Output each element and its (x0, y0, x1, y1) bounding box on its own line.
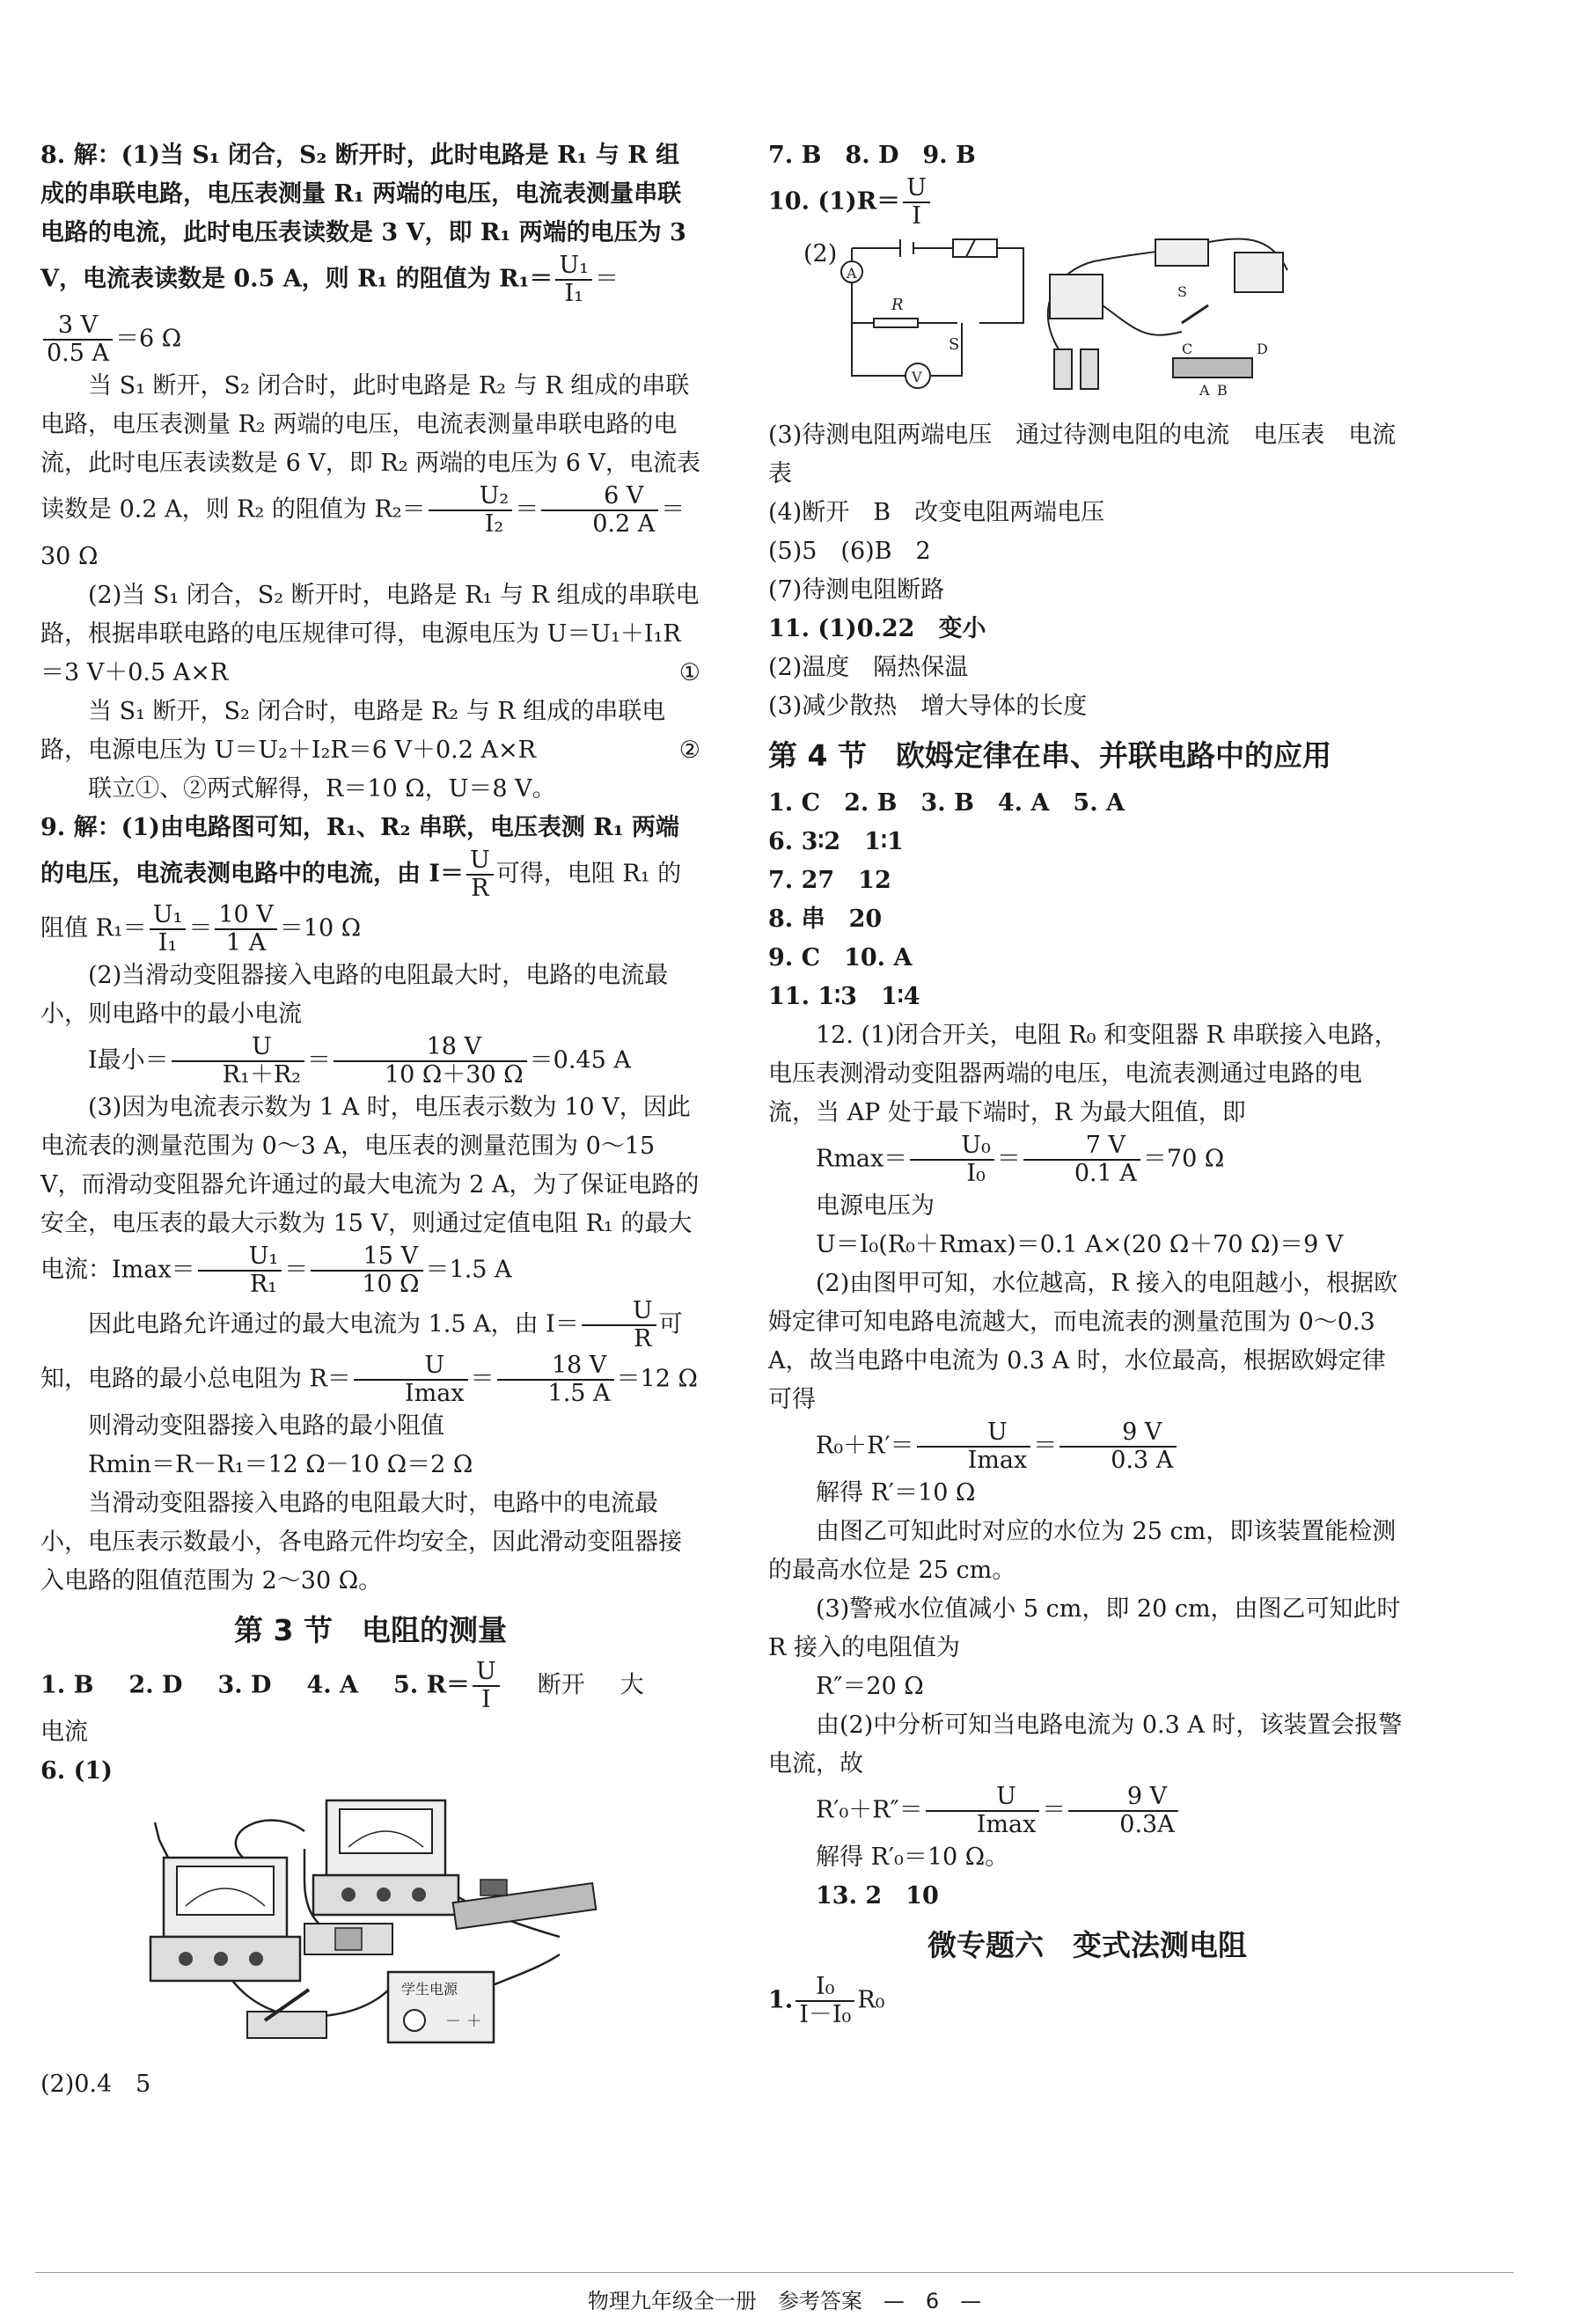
q9-para6: 当滑动变阻器接入电路的电阻最大时，电路中的电流最小，电压表示数最小，各电路元件均安全，因此滑动变阻器接入电路的阻值范围为 2～30 Ω。 (40, 1490, 682, 1595)
right-column (768, 136, 1406, 2028)
svg-text:A: A (1199, 382, 1210, 399)
s4-line3: 7. 27 12 (768, 867, 891, 894)
q11-2: (2)温度 隔热保温 (768, 654, 969, 681)
rheostat-icon (453, 1880, 597, 1929)
r-line1: 7. B 8. D 9. B (768, 142, 976, 169)
s4-line1: 1. C 2. B 3. B 4. A 5. A (768, 789, 1125, 817)
q10-figures: (2) A R V S S C D A B (768, 235, 1406, 411)
q10-1: 10. (1)R＝ $\frac{U}{I}$ (768, 175, 1406, 230)
svg-text:－ ＋: － ＋ (445, 2012, 482, 2031)
apparatus-drawing (40, 1796, 700, 2060)
q9-para5: 则滑动变阻器接入电路的最小阻值 (88, 1412, 444, 1440)
q12-r0-prime: R′₀＋R″＝ U Imax ＝ $\frac{9 V}{0.3A}$ (768, 1784, 1406, 1838)
q12-para4: 由图乙可知此时对应的水位为 25 cm，即该装置能检测的最高水位是 25 cm。 (768, 1518, 1397, 1584)
svg-text:S: S (949, 335, 960, 354)
fraction: $\frac{\text{U₁}}{\text{I₁}}$ (555, 253, 592, 307)
ammeter-icon (150, 1858, 300, 1981)
s3-q6-part2: (2)0.4 5 (40, 2071, 151, 2098)
q11-1: 11. (1)0.22 变小 (768, 615, 986, 642)
q8-text: 8. 解：(1)当 S₁ 闭合，S₂ 断开时，此时电路是 R₁ 与 R 组成的串联电路，电压表测量 R₁ 两端的电压，电流表测量串联电路的电流，此时电压表读数是 3 V，即 R₁ 两端的电压为 3 V，电流表读数是 0.5 A，则 R₁ 的阻值为 R₁＝ (40, 142, 686, 293)
q12-r-prime: R₀＋R′＝ U Imax ＝ $\frac{9 V}{0.3 A}$ (768, 1419, 1406, 1474)
q12-para5: (3)警戒水位值减小 5 cm，即 20 cm，由图乙可知此时 R 接入的电阻值为 (768, 1595, 1401, 1661)
q12-rmax: Rmax＝ $\frac{\text{U₀}}{\text{I₀}}$ ＝ $\frac{7 V}{0.1 A}$ ＝70 Ω (816, 1132, 1225, 1187)
q12-para1: 12. (1)闭合开关，电阻 R₀ 和变阻器 R 串联接入电路，电压表测滑动变阻器两端的电压，电流表测通过电路的电流，当 AP 处于最下端时，R 为最大阻值，即 (768, 1022, 1398, 1126)
q12-para2: 电源电压为 (816, 1192, 935, 1220)
svg-text:V: V (912, 369, 922, 385)
q13: 13. 2 10 (816, 1882, 939, 1910)
svg-text:C: C (1182, 341, 1193, 357)
wiring-photo (1048, 238, 1287, 389)
q8-para3: (2)当 S₁ 闭合，S₂ 断开时，电路是 R₁ 与 R 组成的串联电路，根据串联电路的电压规律可得，电源电压为 U＝U₁＋I₁R＝3 V＋0.5 A×R ① (40, 582, 700, 686)
svg-text:S: S (1177, 283, 1187, 300)
s4-line5: 9. C 10. A (768, 944, 913, 971)
q9-para2: (2)当滑动变阻器接入电路的电阻最大时，电路的电流最小，则电路中的最小电流 (40, 962, 669, 1028)
section4-title: 第 4 节 欧姆定律在串、并联电路中的应用 (768, 738, 1331, 773)
s3-q6: 6. (1) (40, 1757, 113, 1785)
q9-para4: 因此电路允许通过的最大电流为 1.5 A，由 I＝ $\frac{U}{R}$ 可知，电路的最小总电阻为 R＝ U Imax ＝ $\frac{18 V}{1.5 A}$ ＝12 Ω (40, 1297, 698, 1407)
q12-para6: 由(2)中分析可知当电路电流为 0.3 A 时，该装置会报警电流，故 (768, 1712, 1403, 1778)
power-supply-label: 学生电源 (401, 1981, 458, 1998)
s4-line4: 8. 串 20 (768, 905, 883, 933)
q9-imin: I最小＝ $\frac{U}{\text{R₁＋R₂}}$ ＝ $\frac{18 V}{10 \Omega+30 \Omega}$ ＝0.45 A (88, 1033, 631, 1089)
left-column (40, 136, 700, 2104)
circuit-diagram (768, 235, 1402, 411)
q8-para4: 当 S₁ 断开，S₂ 闭合时，电路是 R₂ 与 R 组成的串联电路，电源电压为 U＝U₂＋I₂R＝6 V＋0.2 A×R ② (40, 698, 700, 764)
q9-rmin: Rmin＝R－R₁＝12 Ω－10 Ω＝2 Ω (88, 1451, 473, 1478)
q10-7: (7)待测电阻断路 (768, 576, 945, 604)
q10-3: (3)待测电阻两端电压 通过待测电阻的电流 电压表 电流表 (768, 422, 1397, 488)
q12-u: U＝I₀(R₀＋Rmax)＝0.1 A×(20 Ω＋70 Ω)＝9 V (816, 1231, 1344, 1258)
svg-text:R: R (891, 296, 904, 314)
q12-r2: R″＝20 Ω (816, 1673, 924, 1700)
section3-title: 第 3 节 电阻的测量 (234, 1613, 507, 1647)
svg-text:A: A (847, 265, 857, 282)
svg-text:D: D (1257, 341, 1268, 357)
q8-para5: 联立①、②两式解得，R＝10 Ω，U＝8 V。 (88, 775, 556, 803)
resistor-icon (304, 1924, 392, 1954)
q10-5: (5)5 (6)B 2 (768, 538, 931, 565)
apparatus-figure (40, 1796, 700, 2060)
t6-q1: 1. $\frac{\text{I₀}}{\text{I－I₀}}$ R₀ (768, 1973, 885, 2028)
svg-text:B: B (1217, 382, 1228, 399)
q10-4: (4)断开 B 改变电阻两端电压 (768, 499, 1105, 526)
s4-line6: 11. 1∶3 1∶4 (768, 983, 920, 1010)
s3-answers: 1. B 2. D 3. D 4. A 5. R＝ $\frac{U}{I}$ 断开 大电流 (40, 1658, 644, 1746)
page-footer: 物理九年级全一册 参考答案 — 6 — (587, 2289, 982, 2313)
voltmeter-icon (313, 1800, 458, 1915)
q8-result1: $\frac{3 V}{0.5 A}$ ＝6 Ω (40, 312, 700, 367)
q12-solve1: 解得 R′＝10 Ω (816, 1479, 976, 1507)
footer-divider (35, 2272, 1514, 2273)
topic6-title: 微专题六 变式法测电阻 (927, 1928, 1247, 1962)
q8-para2: 当 S₁ 断开，S₂ 闭合时，此时电路是 R₂ 与 R 组成的串联电路，电压表测量 R₂ 两端的电压，电流表测量串联电路的电流，此时电压表读数是 6 V，即 R₂ 两端的电压为 6 V，电流表读数是 0.2 A，则 R₂ 的阻值为 R₂＝ $\frac{\text{U₂}}{\text{I₂}}$ ＝ $\frac{6 V}{0.2 A}$ ＝30 Ω (40, 372, 701, 570)
s4-line2: 6. 3∶2 1∶1 (768, 828, 904, 855)
power-supply-icon (388, 1972, 494, 2042)
q12-para3: (2)由图甲可知，水位越高，R 接入的电阻越小，根据欧姆定律可知电路电流越大，而电流表的测量范围为 0～0.3 A，故当电路中电流为 0.3 A 时，水位最高，根据欧姆定律可得 (768, 1270, 1398, 1413)
q11-3: (3)减少散热 增大导体的长度 (768, 693, 1088, 720)
q12-solve2: 解得 R′₀＝10 Ω。 (816, 1844, 1009, 1871)
q8-para1: 8. 解：(1)当 S₁ 闭合，S₂ 断开时，此时电路是 R₁ 与 R 组成的串联电路，电压表测量 R₁ 两端的电压，电流表测量串联电路的电流，此时电压表读数是 3 V，即 R₁ 两端的电压为 3 V，电流表读数是 0.5 A，则 R₁ 的阻值为 R₁＝ $\frac{\text{U₁}}{\text{I₁}}$ ＝ (40, 142, 686, 307)
q9-para1: 9. 解：(1)由电路图可知，R₁、R₂ 串联，电压表测 R₁ 两端的电压，电流表测电路中的电流，由 I＝ $\frac{U}{R}$ 可得，电阻 R₁ 的阻值 R₁＝ $\frac{\text{U₁}}{\text{I₁}}$ ＝ $\frac{10 V}{1 A}$ ＝10 Ω (40, 814, 682, 957)
q9-para3: (3)因为电流表示数为 1 A 时，电压表示数为 10 V，因此电流表的测量范围为 0～3 A，电压表的测量范围为 0～15 V，而滑动变阻器允许通过的最大电流为 2 A，为了保证电路的安全，电压表的最大示数为 15 V，则通过定值电阻 R₁ 的最大电流：Imax＝ $\frac{\text{U₁}}{\text{R₁}}$ ＝ $\frac{15 V}{10 \Omega}$ ＝1.5 A (40, 1094, 700, 1298)
switch-icon (247, 1990, 326, 2038)
